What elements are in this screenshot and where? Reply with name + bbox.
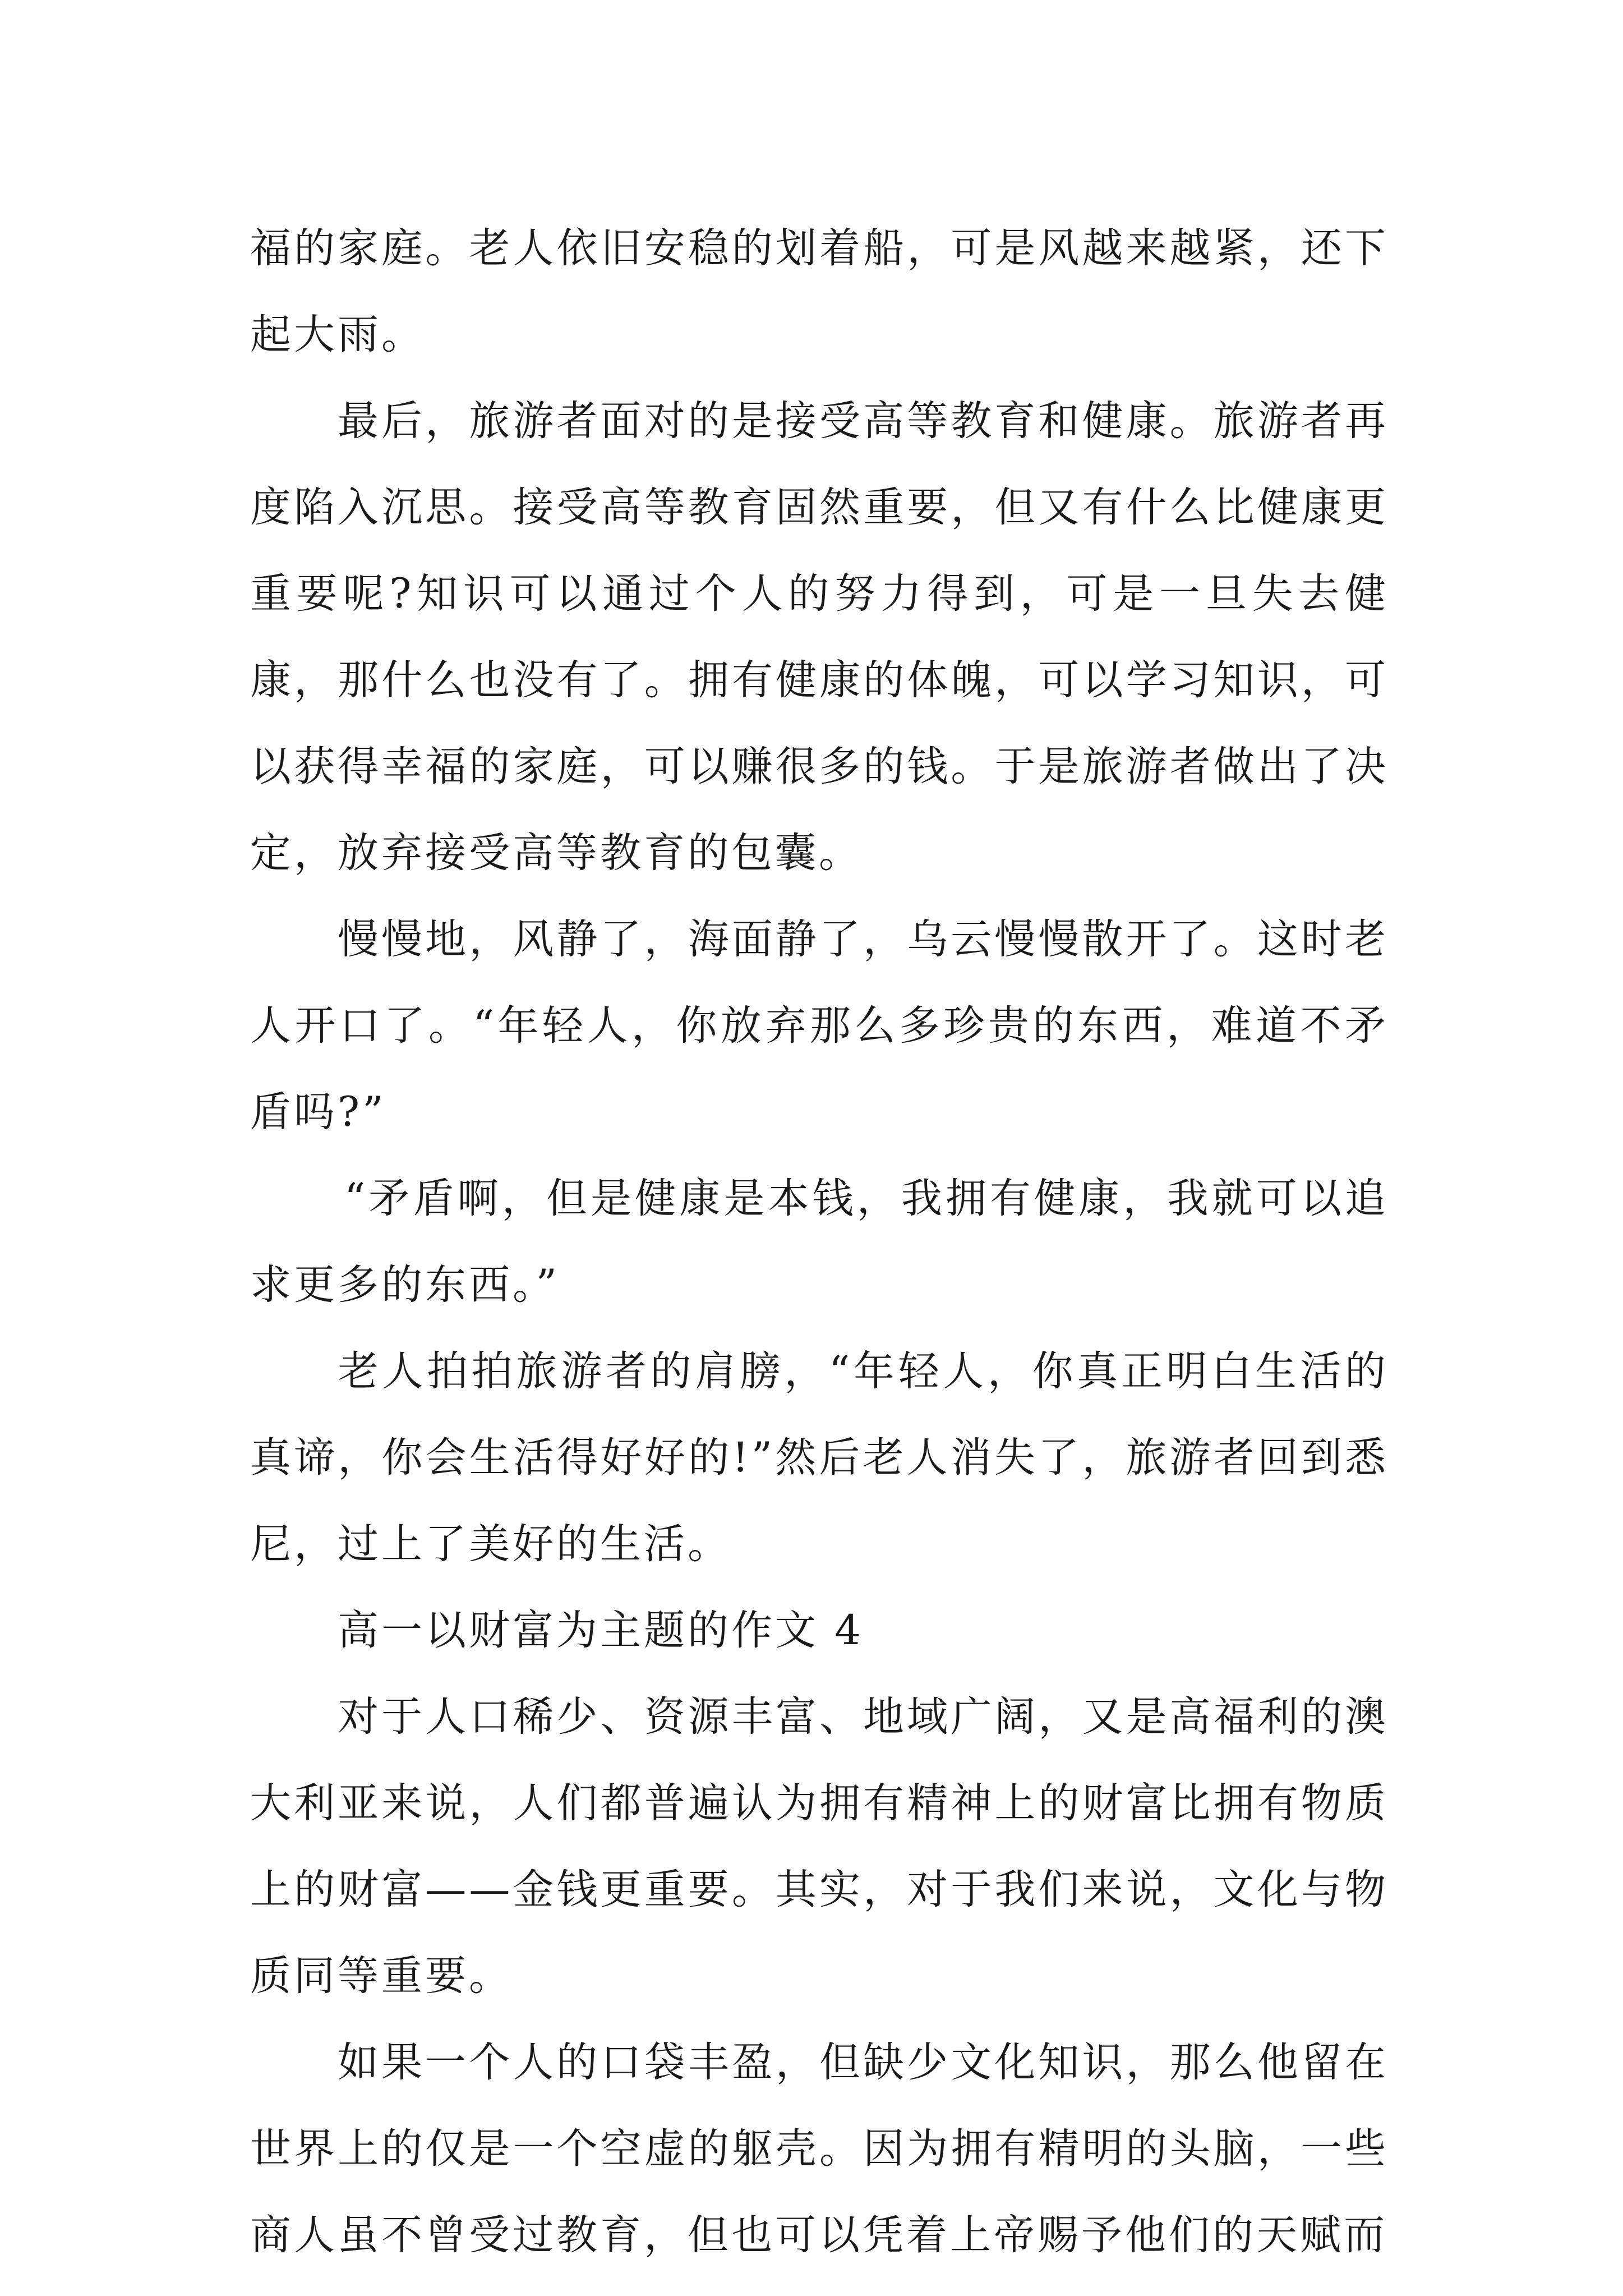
paragraph-quote-reply: “矛盾啊，但是健康是本钱，我拥有健康，我就可以追求更多的东西。” bbox=[250, 1175, 1389, 1309]
paragraph-calm-sea: 慢慢地，风静了，海面静了，乌云慢慢散开了。这时老人开口了。“年轻人，你放弃那么多珍贵的东西，难道不矛盾吗?” bbox=[250, 915, 1389, 1136]
paragraph-australia: 对于人口稀少、资源丰富、地域广阔，又是高福利的澳大利亚来说，人们都普遍认为拥有精神上的财富比拥有物质上的财富——金钱更重要。其实，对于我们来说，文化与物质同等重要。 bbox=[250, 1693, 1389, 2000]
paragraph-continuation: 福的家庭。老人依旧安稳的划着船，可是风越来越紧，还下起大雨。 bbox=[250, 224, 1389, 358]
paragraph-ending: 老人拍拍旅游者的肩膀，“年轻人，你真正明白生活的真谛，你会生活得好好的!”然后老人消失了，旅游者回到悉尼，过上了美好的生活。 bbox=[250, 1347, 1389, 1568]
paragraph-merchants: 如果一个人的口袋丰盈，但缺少文化知识，那么他留在世界上的仅是一个空虚的躯壳。因为拥有精明的头脑，一些商人虽不曾受过教育，但也可以凭着上帝赐予他们的天赋而 bbox=[250, 2039, 1389, 2259]
essay-heading: 高一以财富为主题的作文 4 bbox=[338, 1607, 864, 1654]
body-text bbox=[250, 205, 1389, 2279]
paragraph-health-choice: 最后，旅游者面对的是接受高等教育和健康。旅游者再度陷入沉思。接受高等教育固然重要，但又有什么比健康更重要呢?知识可以通过个人的努力得到，可是一旦失去健康，那什么也没有了。拥有健康的体魄，可以学习知识，可以获得幸福的家庭，可以赚很多的钱。于是旅游者做出了决定，放弃接受高等教育的包囊。 bbox=[250, 397, 1389, 877]
